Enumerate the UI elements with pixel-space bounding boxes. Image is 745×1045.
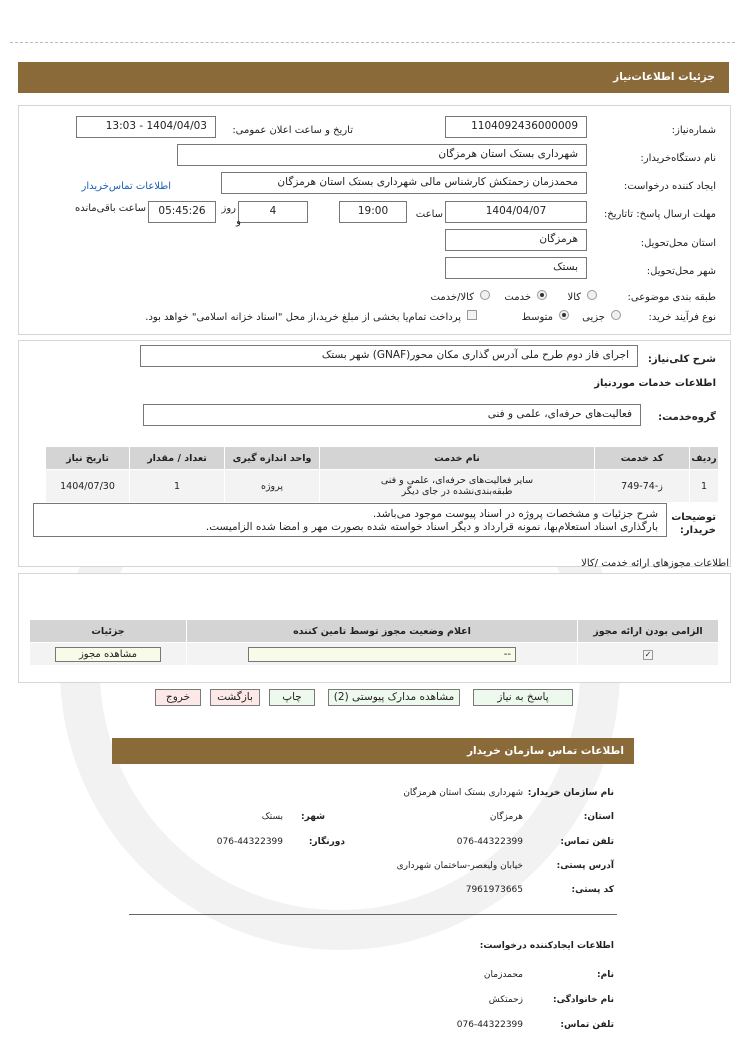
permits-title: اطلاعات مجوزهای ارائه خدمت /کالا — [581, 558, 729, 569]
permit-required-cell — [578, 643, 719, 666]
summary-label: شرح کلی‌نیاز: — [647, 354, 716, 365]
creator-name-label: نام: — [597, 970, 614, 980]
permit-status-cell — [187, 643, 578, 666]
notes-line2: بارگذاری اسناد استعلام‌بها، نمونه قرارداد و دیگر اسناد خواسته شده بصورت مهر و امضا شده الزامیست. — [205, 521, 658, 533]
process-label: نوع فرآیند خرید: — [648, 312, 716, 323]
need-number-label: شماره‌نیاز: — [671, 125, 716, 136]
contact-header — [112, 738, 634, 764]
table-row — [46, 470, 719, 503]
category-both-label: کالا/خدمت — [430, 292, 474, 303]
contact-divider — [129, 914, 617, 915]
creator-field: محمدزمان زحمتکش کارشناس مالی شهرداری بستک استان هرمزگان — [221, 172, 587, 194]
col-permit-status: اعلام وضعیت مجوز توسط تامین کننده — [187, 620, 578, 643]
category-goods-label: کالا — [567, 292, 581, 303]
cell-date: 1404/07/30 — [46, 470, 130, 503]
creator-phone-value: 076-44322399 — [456, 1020, 523, 1030]
deadline-label: مهلت ارسال پاسخ: تاتاریخ: — [603, 209, 716, 220]
col-date: تاریخ نیاز — [46, 447, 130, 470]
buyer-org-field: شهرداری بستک استان هرمزگان — [177, 144, 587, 166]
category-both-radio[interactable] — [480, 290, 490, 300]
city-label: شهر محل‌تحویل: — [646, 266, 716, 277]
cell-name-line2: طبقه‌بندی‌نشده در جای دیگر — [401, 486, 513, 497]
province-field: هرمزگان — [445, 229, 587, 251]
creator-phone-label: تلفن تماس: — [560, 1020, 614, 1030]
permit-status-field[interactable]: -- — [248, 647, 516, 662]
col-permit-details: جزئیات — [30, 620, 187, 643]
category-service-label: خدمت — [504, 292, 531, 303]
service-group-field: فعالیت‌های حرفه‌ای، علمی و فنی — [143, 404, 641, 426]
postal-value: 7961973665 — [465, 885, 523, 895]
category-goods-radio[interactable] — [587, 290, 597, 300]
notes-box — [33, 503, 667, 537]
days-label: روز — [221, 203, 236, 214]
address-value: خیابان ولیعصر-ساختمان شهرداری — [396, 861, 523, 871]
top-divider — [10, 42, 735, 43]
deadline-time-field: 19:00 — [339, 201, 407, 223]
remaining-time-field: 05:45:26 — [148, 201, 216, 223]
postal-label: کد پستی: — [571, 885, 614, 895]
col-name: نام خدمت — [320, 447, 595, 470]
view-attachments-button[interactable]: مشاهده مدارک پیوستی (2) — [328, 689, 460, 706]
treasury-payment-note: پرداخت تمام‌یا بخشی از مبلغ خرید،از محل "اسناد خزانه اسلامی" خواهد بود. — [145, 312, 461, 323]
deadline-date-field: 1404/04/07 — [445, 201, 587, 223]
creator-label: ایجاد کننده درخواست: — [623, 181, 716, 192]
process-minor-radio[interactable] — [611, 310, 621, 320]
creator-name-value: محمدزمان — [483, 970, 523, 980]
category-service-radio[interactable] — [537, 290, 547, 300]
creator-family-value: زحمتکش — [488, 995, 523, 1005]
process-medium-label: متوسط — [521, 312, 553, 323]
days-field: 4 — [238, 201, 308, 223]
days-and-label: و — [236, 216, 241, 227]
province-contact-label: استان: — [583, 812, 614, 822]
page-title: جزئیات اطلاعات‌نیاز — [613, 71, 715, 83]
exit-button[interactable]: خروج — [155, 689, 201, 706]
cell-name-line1: سایر فعالیت‌های حرفه‌ای، علمی و فنی — [380, 475, 534, 486]
col-permit-required: الزامی بودن ارائه مجوز — [578, 620, 719, 643]
category-label: طبقه بندی موضوعی: — [627, 292, 716, 303]
view-permit-button[interactable]: مشاهده مجوز — [55, 647, 161, 662]
reply-button[interactable]: پاسخ به نیاز — [473, 689, 573, 706]
back-button[interactable]: بازگشت — [210, 689, 260, 706]
province-label: استان محل‌تحویل: — [640, 238, 716, 249]
col-unit: واحد اندازه گیری — [225, 447, 320, 470]
city-contact-label: شهر: — [301, 812, 325, 822]
col-code: کد خدمت — [595, 447, 690, 470]
summary-field: اجرای فاز دوم طرح ملی آدرس گذاری مکان محور(GNAF) شهر بستک — [140, 345, 638, 367]
need-number-field: 1104092436000009 — [445, 116, 587, 138]
notes-line1: شرح جزئیات و مشخصات پروژه در اسناد پیوست موجود می‌باشد. — [372, 508, 658, 520]
cell-qty: 1 — [130, 470, 225, 503]
service-group-label: گروه‌خدمت: — [658, 412, 716, 423]
org-label: نام سازمان خریدار: — [527, 788, 614, 798]
announce-label: تاریخ و ساعت اعلان عمومی: — [232, 125, 353, 136]
notes-label-2: خریدار: — [679, 525, 716, 536]
table-row — [30, 643, 719, 666]
notes-label: توضیحات — [671, 512, 716, 523]
cell-name — [320, 470, 595, 503]
page-header — [18, 62, 729, 93]
deadline-time-label: ساعت — [415, 209, 443, 220]
buyer-org-label: نام دستگاه‌خریدار: — [640, 153, 716, 164]
phone-label: تلفن تماس: — [560, 837, 614, 847]
cell-unit: پروژه — [225, 470, 320, 503]
remaining-label: ساعت باقی‌مانده — [74, 203, 146, 214]
city-contact-value: بستک — [261, 812, 283, 822]
permit-required-checkbox[interactable]: ✓ — [644, 649, 652, 659]
province-contact-value: هرمزگان — [489, 812, 523, 822]
services-title: اطلاعات خدمات موردنیاز — [594, 378, 716, 389]
process-medium-radio[interactable] — [559, 310, 569, 320]
creator-section-title: اطلاعات ایجادکننده درخواست: — [479, 941, 614, 951]
permits-table — [29, 619, 719, 666]
col-row: ردیف — [690, 447, 719, 470]
permit-details-cell — [30, 643, 187, 666]
fax-value: 076-44322399 — [216, 837, 283, 847]
creator-family-label: نام خانوادگی: — [552, 995, 614, 1005]
city-field: بستک — [445, 257, 587, 279]
cell-row: 1 — [690, 470, 719, 503]
treasury-payment-checkbox[interactable] — [467, 310, 477, 320]
process-minor-label: جزیی — [582, 312, 605, 323]
phone-value: 076-44322399 — [456, 837, 523, 847]
fax-label: دورنگار: — [308, 837, 345, 847]
contact-title: اطلاعات تماس سازمان خریدار — [467, 745, 624, 757]
address-label: آدرس پستی: — [556, 861, 614, 871]
col-qty: تعداد / مقدار — [130, 447, 225, 470]
cell-code: ز-74-749 — [595, 470, 690, 503]
services-table — [45, 446, 719, 503]
org-value: شهرداری بستک استان هرمزگان — [403, 788, 523, 798]
buyer-contact-link[interactable]: اطلاعات تماس‌خریدار — [81, 181, 171, 192]
print-button[interactable]: چاپ — [269, 689, 315, 706]
announce-field: 1404/04/03 - 13:03 — [76, 116, 216, 138]
